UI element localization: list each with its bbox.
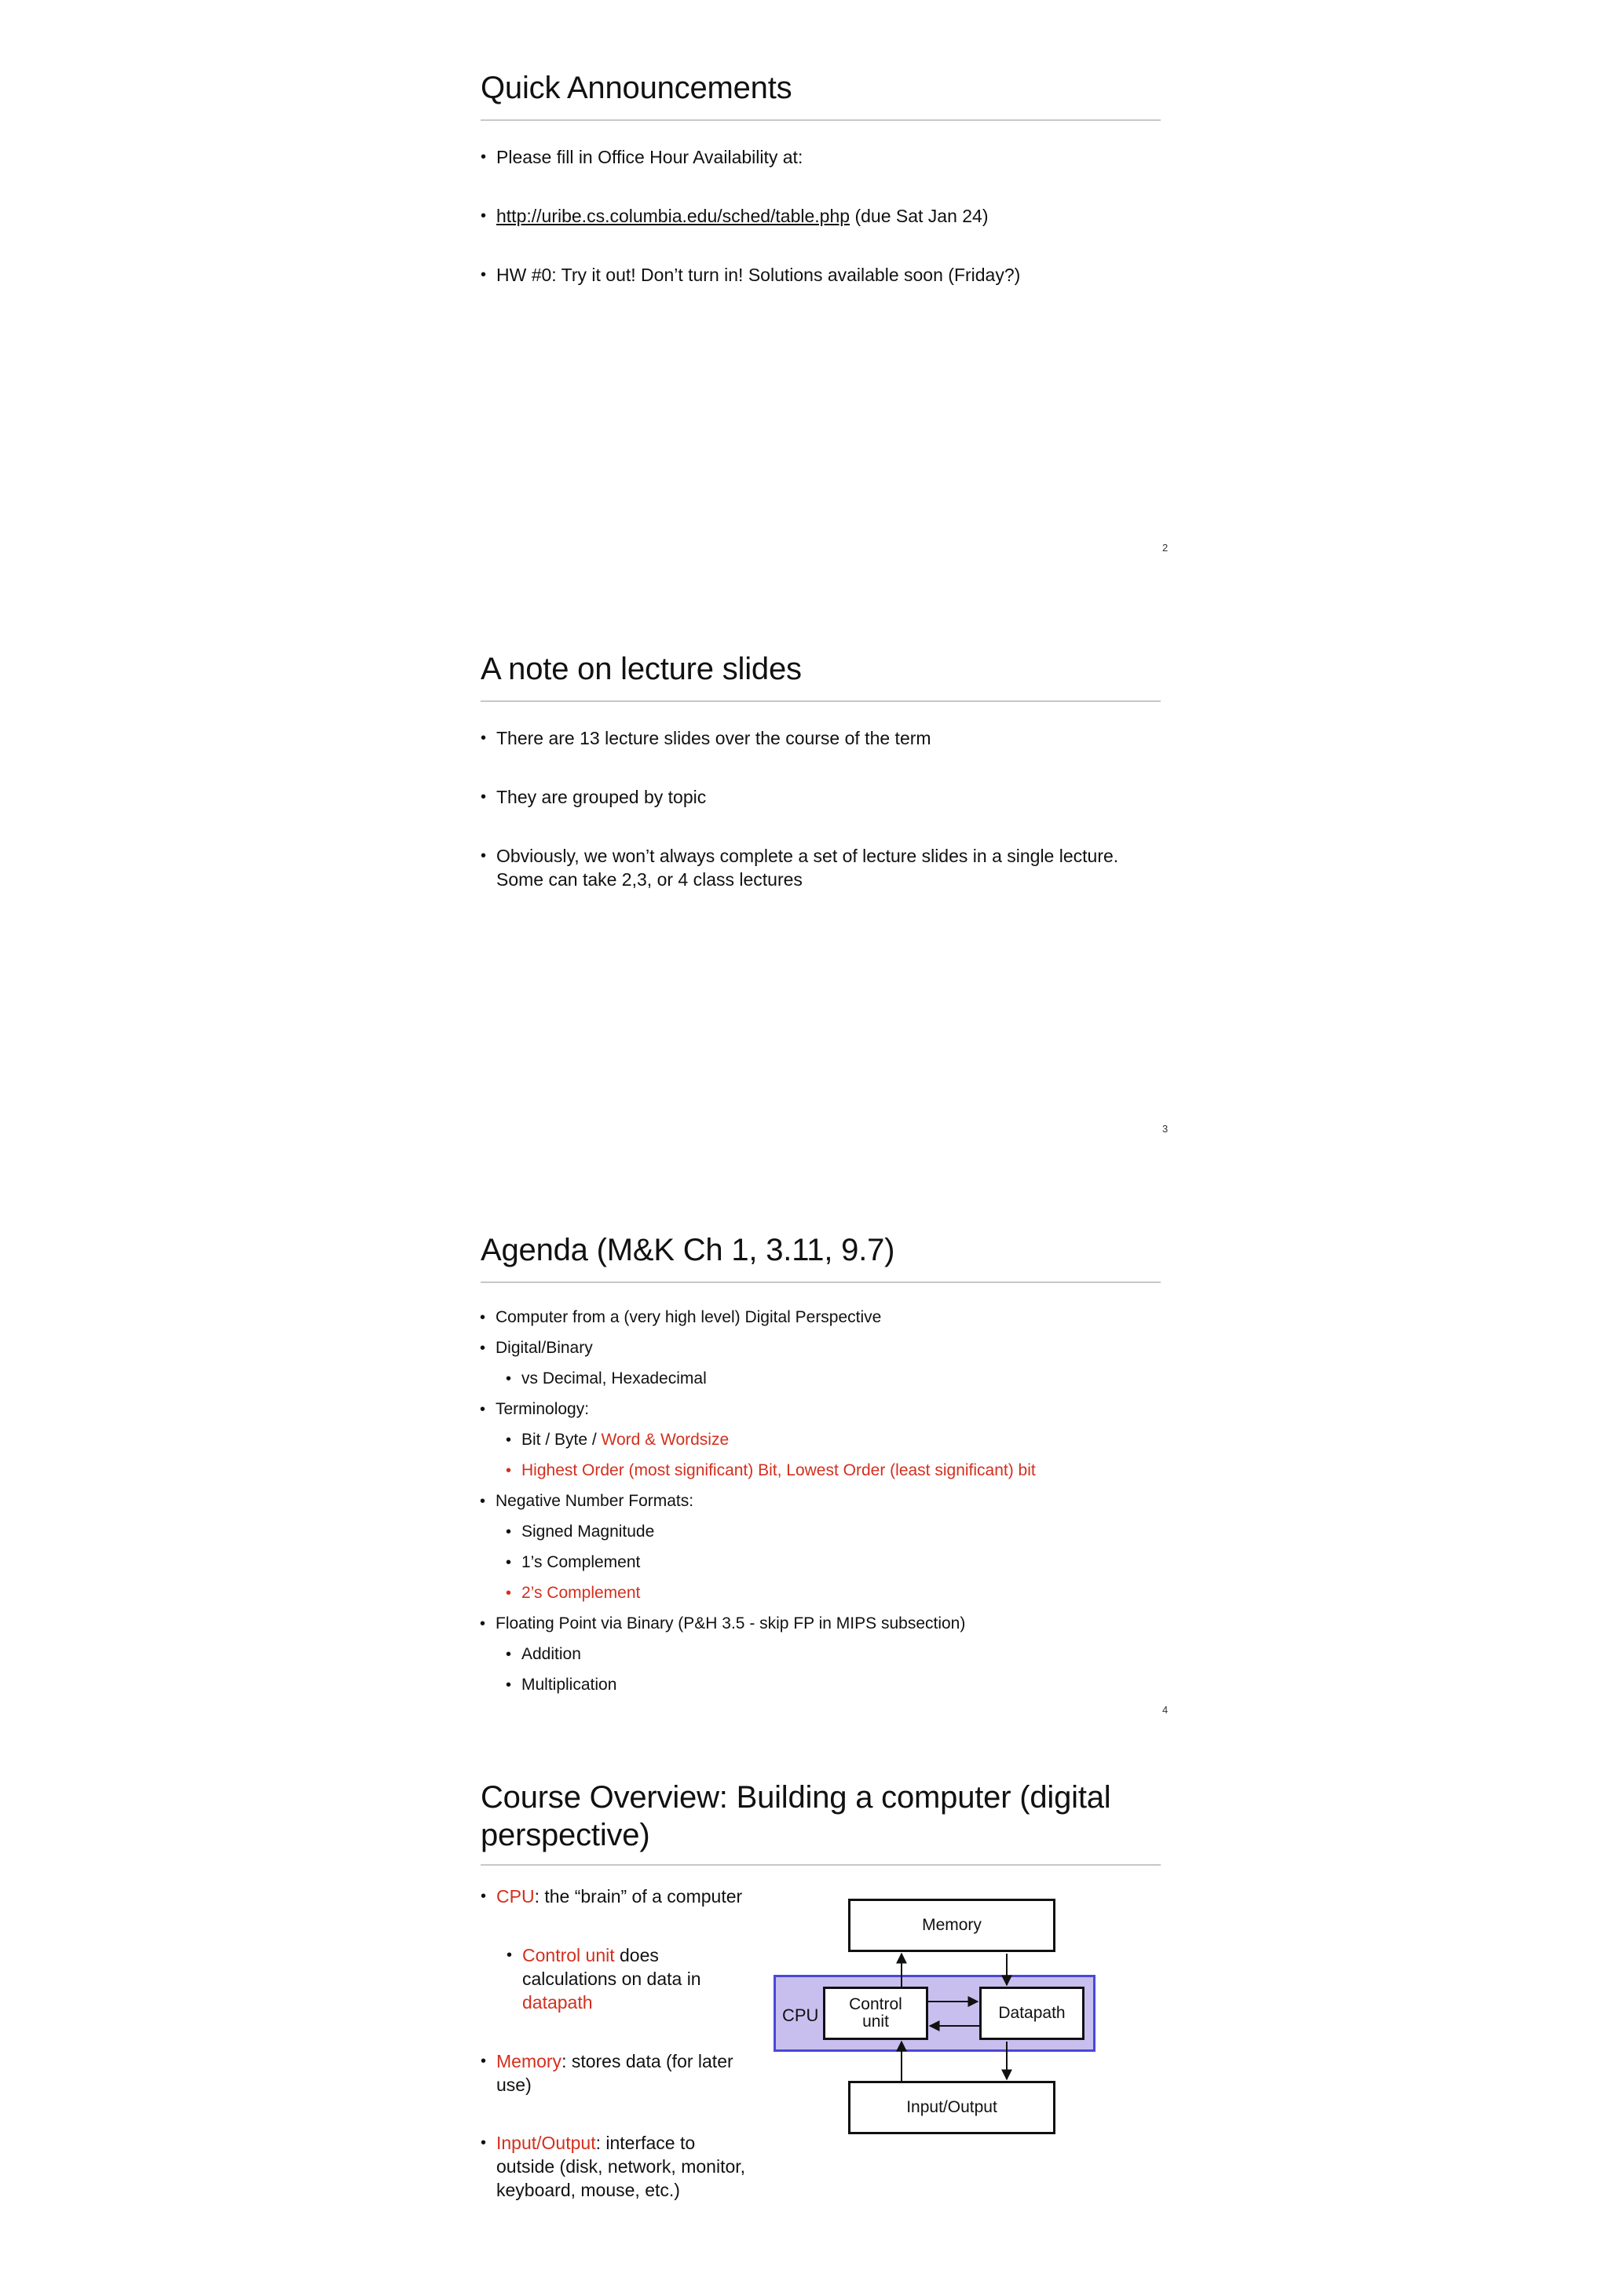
bullet-dot: • — [480, 1493, 486, 1510]
agenda-subitem: • Bit / Byte / Word & Wordsize — [521, 1428, 729, 1452]
bullet-obviously: • Obviously, we won’t always complete a set of lecture slides in a single lecture. Some can take 2,3, or 4 class lectures — [481, 846, 1119, 890]
slide-lecture-slides-note — [0, 581, 1624, 1162]
diagram-arrows — [774, 1899, 1099, 2137]
agenda-item: • Computer from a (very high level) Digital Perspective — [496, 1306, 881, 1329]
agenda-subitem: • Signed Magnitude — [521, 1520, 654, 1544]
bullet-grouped: • They are grouped by topic — [481, 787, 707, 807]
slide-agenda — [0, 1162, 1624, 1743]
bullet-dot: • — [481, 1888, 487, 1905]
agenda-subitem: • vs Decimal, Hexadecimal — [521, 1367, 707, 1391]
bullet-office-hours: • Please fill in Office Hour Availability at: — [481, 147, 803, 167]
title-divider — [481, 1864, 1161, 1866]
slide-quick-announcements — [0, 0, 1624, 581]
bullet-memory: • Memory: stores data (for later use) — [481, 2051, 733, 2095]
slide-title: A note on lecture slides — [481, 652, 802, 686]
schedule-link[interactable]: http://uribe.cs.columbia.edu/sched/table.php — [496, 206, 850, 226]
bullet-dot: • — [481, 207, 487, 225]
slide-title: Quick Announcements — [481, 71, 792, 105]
bullet-dot: • — [506, 1646, 512, 1663]
control-unit-box: Control unit — [823, 1987, 928, 2040]
bullet-dot: • — [506, 1462, 512, 1479]
agenda-subitem: • Addition — [521, 1643, 581, 1666]
bullet-hw0: • HW #0: Try it out! Don’t turn in! Solutions available soon (Friday?) — [481, 265, 1021, 285]
bullet-dot: • — [481, 729, 487, 747]
agenda-item: • Floating Point via Binary (P&H 3.5 - skip FP in MIPS subsection) — [496, 1612, 965, 1636]
bullet-dot: • — [481, 148, 487, 166]
bullet-dot: • — [481, 266, 487, 283]
title-divider — [481, 119, 1161, 121]
bullet-13-slides: • There are 13 lecture slides over the course of the term — [481, 728, 931, 748]
agenda-item: • Terminology: — [496, 1398, 589, 1421]
memory-box: Memory — [848, 1899, 1055, 1952]
bullet-dot: • — [480, 1340, 486, 1357]
title-divider — [481, 700, 1161, 702]
page-number: 3 — [1162, 1123, 1169, 1135]
bullet-control-unit: • Control unit does calculations on data in datapath — [507, 1945, 701, 2013]
bullet-dot: • — [506, 1585, 512, 1602]
bullet-dot: • — [481, 847, 487, 865]
bullet-dot: • — [481, 2053, 487, 2070]
bullet-dot: • — [480, 1309, 486, 1326]
input-output-box: Input/Output — [848, 2081, 1055, 2134]
bullet-dot: • — [480, 1401, 486, 1418]
bullet-dot: • — [506, 1370, 512, 1387]
computer-architecture-diagram — [774, 1899, 1099, 2137]
bullet-input-output: • Input/Output: interface to outside (disk, network, monitor, keyboard, mouse, etc.) — [481, 2133, 746, 2200]
slide-title: Agenda (M&K Ch 1, 3.11, 9.7) — [481, 1233, 895, 1267]
agenda-subitem: • Highest Order (most significant) Bit, Lowest Order (least significant) bit — [521, 1459, 1036, 1483]
bullet-cpu: • CPU: the “brain” of a computer — [481, 1886, 743, 1907]
agenda-item: • Digital/Binary — [496, 1336, 593, 1360]
agenda-subitem: • 2’s Complement — [521, 1581, 640, 1605]
bullet-dot: • — [506, 1431, 512, 1449]
datapath-box: Datapath — [979, 1987, 1084, 2040]
bullet-dot: • — [480, 1615, 486, 1632]
page-number: 2 — [1162, 542, 1169, 554]
cpu-label: CPU — [782, 2005, 819, 2025]
bullet-dot: • — [507, 1947, 513, 1964]
title-divider — [481, 1281, 1161, 1283]
page-number: 4 — [1162, 1704, 1169, 1716]
bullet-dot: • — [506, 1523, 512, 1541]
bullet-dot: • — [506, 1676, 512, 1694]
bullet-dot: • — [506, 1554, 512, 1571]
agenda-subitem: • 1’s Complement — [521, 1551, 640, 1574]
bullet-schedule-link: • http://uribe.cs.columbia.edu/sched/table.php (due Sat Jan 24) — [481, 206, 989, 226]
slide-title: Course Overview: Building a computer (digital perspective) — [481, 1780, 1111, 1852]
bullet-dot: • — [481, 788, 487, 806]
agenda-subitem: • Multiplication — [521, 1673, 616, 1697]
bullet-dot: • — [481, 2134, 487, 2152]
agenda-item: • Negative Number Formats: — [496, 1490, 693, 1513]
